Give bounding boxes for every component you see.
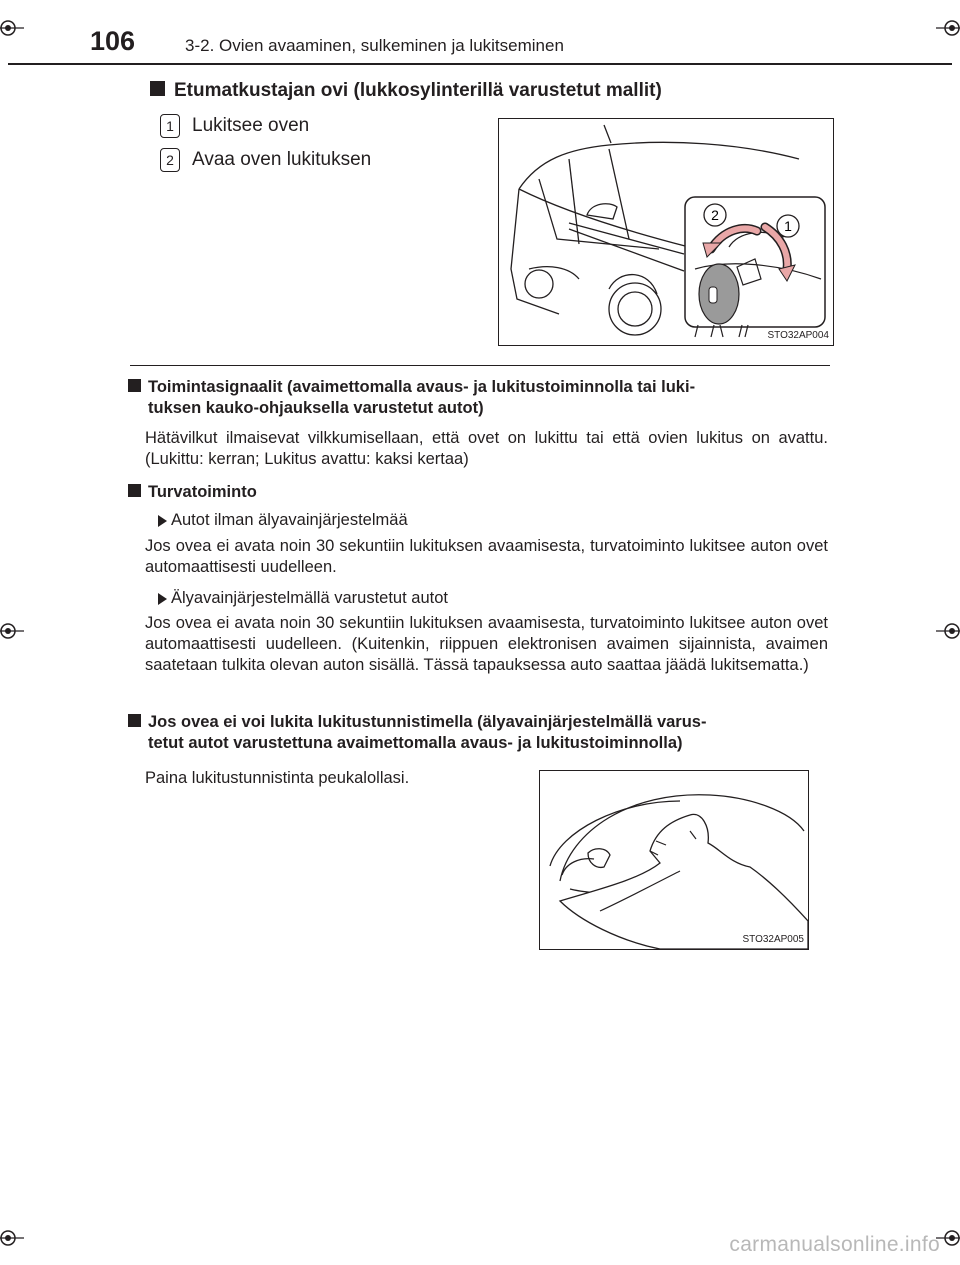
- step-number-badge: 1: [160, 114, 180, 138]
- triangle-bullet-icon: [158, 515, 167, 527]
- note-security-heading: Turvatoiminto: [128, 482, 828, 503]
- step-text: Lukitsee oven: [192, 115, 310, 136]
- note-security-body-1: Jos ovea ei avata noin 30 sekuntiin lukituksen avaamisesta, turvatoiminto lukitsee auton ovet automaattisesti uudelleen.: [145, 537, 828, 576]
- figure-code: STO32AP005: [742, 934, 804, 945]
- page-number: 106: [90, 26, 136, 56]
- subheading-no-smart-key: Autot ilman älyavainjärjestelmää: [158, 511, 408, 530]
- figure-key-cylinder: [498, 118, 834, 346]
- callout-1-label: 1: [784, 218, 792, 234]
- note-sensor-body: Paina lukitustunnistinta peukalollasi.: [145, 769, 410, 787]
- running-header: 3-2. Ovien avaaminen, sulkeminen ja lukitseminen: [185, 36, 564, 55]
- figure-lock-sensor: [539, 770, 809, 950]
- registration-mark-icon: [936, 16, 960, 40]
- step-unlock: [160, 148, 371, 172]
- step-lock: [160, 114, 309, 138]
- note-signals-body: Hätävilkut ilmaisevat vilkkumisellaan, että ovet on lukittu tai että ovien lukitus on avattu. (Lukittu: kerran; Lukitus avattu: kaksi kertaa): [145, 429, 828, 468]
- subheading-smart-key: Älyavainjärjestelmällä varustetut autot: [158, 589, 448, 608]
- square-bullet-icon: [128, 379, 141, 392]
- square-bullet-icon: [150, 81, 165, 96]
- header-rule: [8, 63, 952, 65]
- note-security-body-2: Jos ovea ei avata noin 30 sekuntiin lukituksen avaamisesta, turvatoiminto lukitsee auton ovet automaattisesti uudelleen. (Kuitenkin, riippuen elektronisen avaimen sijainnista, avaimen saatetaan tulkita olevan auton sisällä. Tässä tapauksessa auto saattaa jäädä lukitsematta.): [145, 614, 828, 674]
- section-heading-passenger-door: Etumatkustajan ovi (lukkosylinterillä varustetut mallit): [150, 80, 662, 102]
- step-text: Avaa oven lukituksen: [192, 149, 372, 170]
- step-number-badge: 2: [160, 148, 180, 172]
- note-signals-heading: Toimintasignaalit (avaimettomalla avaus- ja lukitustoiminnolla tai luki- tuksen kauko-ohjauksella varustetut autot): [128, 377, 828, 419]
- section-separator: [130, 365, 830, 366]
- callout-2-label: 2: [711, 207, 719, 223]
- triangle-bullet-icon: [158, 593, 167, 605]
- registration-mark-icon: [0, 1226, 24, 1250]
- figure-code: STO32AP004: [767, 330, 829, 341]
- registration-mark-icon: [0, 619, 24, 643]
- square-bullet-icon: [128, 714, 141, 727]
- square-bullet-icon: [128, 484, 141, 497]
- registration-mark-icon: [936, 619, 960, 643]
- note-sensor-heading: Jos ovea ei voi lukita lukitustunnistimella (älyavainjärjestelmällä varus- tetut autot varustettuna avaimettomalla avaus- ja lukitustoiminnolla): [128, 712, 828, 754]
- watermark: carmanualsonline.info: [729, 1233, 940, 1256]
- registration-mark-icon: [0, 16, 24, 40]
- door-handle-thumb-illustration: [540, 771, 808, 949]
- car-door-illustration: [499, 119, 833, 345]
